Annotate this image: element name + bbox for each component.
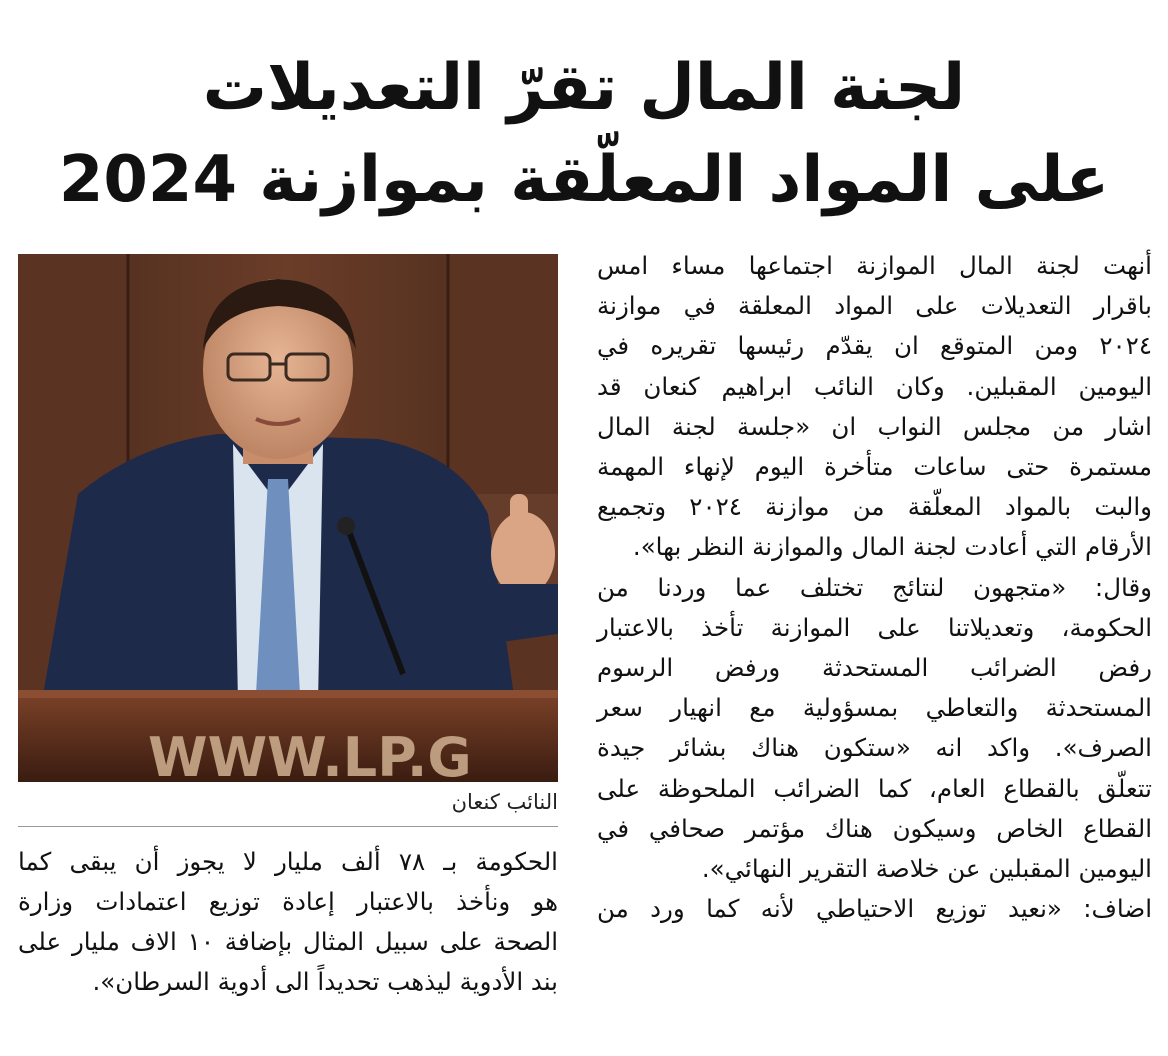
article-column-right (597, 246, 1152, 929)
caption-divider (18, 826, 558, 827)
article-line: القطاع الخاص وسيكون هناك مؤتمر صحافي في (597, 813, 1152, 843)
article-line: هو ونأخذ بالاعتبار إعادة توزيع اعتمادات وزارة (18, 887, 558, 916)
news-photo (18, 254, 558, 782)
photo-caption: النائب كنعان (451, 790, 558, 814)
article-line: الصحة على سبيل المثال بإضافة ١٠ الاف مليار على (18, 927, 558, 956)
article-line: الحكومة بـ ٧٨ ألف مليار لا يجوز أن يبقى كما (18, 847, 558, 876)
article-line: ٢٠٢٤ ومن المتوقع ان يقدّم رئيسها تقريره في (597, 331, 1152, 361)
article-line: الأرقام التي أعادت لجنة المال والموازنة النظر بها». (632, 532, 1152, 562)
article-line: والبت بالمواد المعلّقة من موازنة ٢٠٢٤ وتجميع (597, 492, 1152, 522)
article-line: باقرار التعديلات على المواد المعلقة في موازنة (597, 291, 1152, 321)
desk-banner-text: WWW.LP.G (148, 726, 472, 782)
article-line: رفض الضرائب المستحدثة ورفض الرسوم (597, 653, 1152, 683)
article-line: بند الأدوية ليذهب تحديداً الى أدوية السرطان». (92, 967, 558, 996)
article-line: اليومين المقبلين. وكان النائب ابراهيم كنعان قد (597, 371, 1152, 401)
article-line: تتعلّق بالقطاع العام، كما الضرائب الملحوظة على (597, 773, 1152, 803)
article-line: الصرف». واكد انه «ستكون هناك بشائر جيدة (597, 733, 1152, 763)
article-line: اضاف: «نعيد توزيع الاحتياطي لأنه كما ورد من (597, 894, 1152, 924)
article-line: المستحدثة والتعاطي بمسؤولية مع انهيار سعر (597, 693, 1152, 723)
article-line: اليومين المقبلين عن خلاصة التقرير النهائي». (701, 854, 1152, 884)
photo-illustration (18, 254, 558, 782)
headline-line-2: على المواد المعلّقة بموازنة 2024 (58, 143, 1110, 217)
headline-line-1: لجنة المال تقرّ التعديلات (202, 51, 966, 125)
article-column-left (18, 842, 558, 1002)
article-line: اشار من مجلس النواب ان «جلسة لجنة المال (597, 411, 1152, 441)
article-line: أنهت لجنة المال الموازنة اجتماعها مساء امس (597, 251, 1152, 280)
article-line: الحكومة، وتعديلاتنا على الموازنة تأخذ بالاعتبار (597, 612, 1152, 642)
article-line: وقال: «متجهون لنتائج تختلف عما وردنا من (597, 572, 1152, 602)
article-line: مستمرة حتى ساعات متأخرة اليوم لإنهاء المهمة (597, 452, 1152, 482)
headline (20, 42, 1148, 226)
